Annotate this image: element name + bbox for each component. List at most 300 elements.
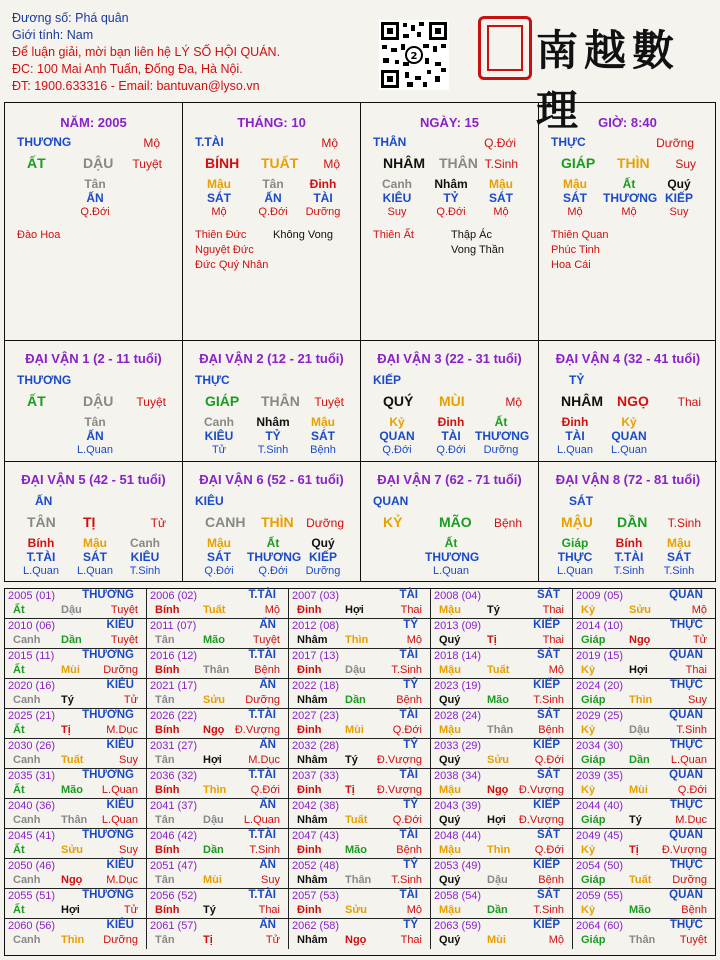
year-label: 2052 (48)	[292, 860, 340, 872]
year-cell	[431, 679, 573, 709]
year-cell	[431, 709, 573, 739]
shensha-item: Đào Hoa	[17, 229, 61, 241]
year-cell	[573, 649, 715, 679]
year-star: KIÊU	[106, 799, 134, 811]
hidden-stem: Canh	[204, 415, 234, 429]
hidden-star: SÁT	[489, 191, 513, 205]
hidden-stage: L.Quan	[432, 565, 470, 577]
year-cell	[431, 919, 573, 949]
year-life-stage: Dưỡng	[103, 934, 138, 946]
dayun-stem: KỶ	[383, 514, 403, 530]
year-cell	[431, 889, 573, 919]
year-star: SÁT	[537, 829, 560, 841]
year-stem: Giáp	[581, 634, 606, 646]
hidden-stem: Mậu	[667, 536, 691, 550]
year-stem: Bính	[155, 664, 180, 676]
year-label: 2062 (58)	[292, 920, 340, 932]
year-stem: Canh	[13, 874, 41, 886]
hidden-star: ẤN	[86, 191, 104, 205]
year-cell	[147, 889, 289, 919]
pillar-stage: Mộ	[321, 136, 338, 150]
year-cell	[147, 619, 289, 649]
year-star: SÁT	[537, 649, 560, 661]
pillar-title: NĂM: 2005	[60, 115, 127, 130]
year-label: 2034 (30)	[576, 740, 624, 752]
brand-title: 南越數理	[536, 26, 681, 135]
year-cell	[147, 679, 289, 709]
year-branch: Tý	[345, 754, 358, 766]
hidden-star: TÀI	[313, 191, 333, 205]
year-cell	[5, 649, 147, 679]
shensha-item: Thập Ác	[451, 229, 492, 241]
pillar-title: THÁNG: 10	[237, 115, 306, 130]
year-stem: Đinh	[297, 904, 322, 916]
dayun-stem: ẤT	[27, 393, 46, 409]
year-branch: Tị	[487, 634, 497, 646]
year-label: 2005 (01)	[8, 590, 56, 602]
year-cell	[147, 739, 289, 769]
hidden-stage: T.Sinh	[257, 444, 289, 456]
hidden-stem: Mậu	[83, 536, 107, 550]
hidden-star: KIÊU	[382, 191, 412, 205]
year-label: 2060 (56)	[8, 920, 56, 932]
pillar-title: NGÀY: 15	[420, 115, 479, 130]
hidden-star: T.TÀI	[614, 550, 644, 564]
hidden-star: QUAN	[611, 429, 647, 443]
year-life-stage: Mộ	[406, 904, 422, 916]
shensha-item: Thiên Quan	[551, 229, 609, 241]
year-star: T.TÀI	[248, 589, 276, 601]
year-life-stage: Bệnh	[538, 874, 564, 886]
year-label: 2017 (13)	[292, 650, 340, 662]
year-branch: Sửu	[487, 754, 510, 766]
pillar-stem: BÍNH	[205, 155, 240, 171]
hidden-stage: Q.Đới	[80, 206, 110, 218]
year-stem: Giáp	[581, 814, 606, 826]
hidden-stage: Mộ	[211, 206, 227, 218]
year-star: TỶ	[403, 799, 418, 811]
dayun-life-stage: Bệnh	[493, 516, 522, 530]
year-star: QUAN	[669, 709, 703, 721]
pillar-0	[5, 103, 183, 341]
year-label: 2009 (05)	[576, 590, 624, 602]
hidden-stem: Canh	[382, 177, 412, 191]
year-cell	[573, 769, 715, 799]
year-cell	[5, 739, 147, 769]
year-life-stage: T.Sinh	[533, 904, 564, 916]
dayun-branch: NGỌ	[617, 393, 649, 409]
year-life-stage: Bệnh	[396, 844, 422, 856]
year-star: THỰC	[669, 619, 703, 631]
hidden-star: SÁT	[83, 550, 107, 564]
year-cell	[573, 679, 715, 709]
dayun-branch: DẦN	[617, 514, 648, 530]
year-stem: Quý	[439, 754, 461, 766]
year-label: 2023 (19)	[434, 680, 482, 692]
hidden-star: THƯƠNG	[247, 550, 302, 564]
year-branch: Tị	[629, 844, 639, 856]
year-branch: Dậu	[629, 724, 650, 736]
year-label: 2022 (18)	[292, 680, 340, 692]
year-life-stage: Đ.Vượng	[661, 844, 707, 856]
gender: Giới tính: Nam	[12, 28, 94, 42]
hidden-stage: T.Sinh	[129, 565, 161, 577]
hidden-stem: Ất	[494, 415, 508, 429]
dayun-star: THƯƠNG	[17, 373, 72, 387]
year-life-stage: T.Sinh	[533, 694, 564, 706]
hidden-star: KIẾP	[664, 191, 693, 205]
hidden-star: ẤN	[86, 429, 104, 443]
year-cell	[289, 709, 431, 739]
year-label: 2048 (44)	[434, 830, 482, 842]
year-label: 2025 (21)	[8, 710, 56, 722]
year-stem: Canh	[13, 634, 41, 646]
year-star: THƯƠNG	[82, 889, 134, 901]
year-star: SÁT	[537, 589, 560, 601]
year-star: THƯƠNG	[82, 589, 134, 601]
year-label: 2063 (59)	[434, 920, 482, 932]
year-life-stage: Suy	[688, 694, 707, 706]
year-star: THỰC	[669, 859, 703, 871]
year-label: 2043 (39)	[434, 800, 482, 812]
year-cell	[573, 709, 715, 739]
year-branch: Sửu	[629, 604, 652, 616]
year-branch: Sửu	[345, 904, 368, 916]
qr-code-icon	[379, 20, 449, 90]
hidden-stage: Dưỡng	[305, 565, 341, 577]
year-life-stage: Dưỡng	[245, 694, 280, 706]
hidden-stage: Q.Đới	[382, 444, 412, 456]
hidden-star: KIẾP	[308, 550, 337, 564]
dayun-star: THỰC	[195, 373, 230, 387]
phone-email: ĐT: 1900.633316 - Email: bantuvan@lyso.vn	[12, 79, 260, 93]
year-branch: Dậu	[487, 874, 508, 886]
pillar-1	[183, 103, 361, 341]
hidden-star: THƯƠNG	[603, 191, 658, 205]
year-cell	[573, 619, 715, 649]
year-label: 2018 (14)	[434, 650, 482, 662]
year-life-stage: Đ.Vượng	[518, 784, 564, 796]
year-label: 2038 (34)	[434, 770, 482, 782]
year-branch: Tuất	[203, 604, 226, 616]
shensha-item: Nguyệt Đức	[195, 244, 254, 256]
year-label: 2054 (50)	[576, 860, 624, 872]
hidden-stage: L.Quan	[22, 565, 60, 577]
pillar-stage: Q.Đới	[484, 136, 516, 150]
year-star: TÀI	[399, 589, 418, 601]
year-life-stage: T.Sinh	[391, 664, 422, 676]
hidden-stage: Suy	[669, 206, 689, 218]
year-label: 2019 (15)	[576, 650, 624, 662]
year-cell	[289, 739, 431, 769]
year-label: 2031 (27)	[150, 740, 198, 752]
year-star: THƯƠNG	[82, 769, 134, 781]
hidden-stem: Tân	[84, 415, 106, 429]
year-label: 2064 (60)	[576, 920, 624, 932]
year-star: THƯƠNG	[82, 649, 134, 661]
year-cell	[5, 829, 147, 859]
hidden-stage: Q.Đới	[436, 444, 466, 456]
year-stem: Canh	[13, 694, 41, 706]
hidden-star: SÁT	[563, 191, 587, 205]
dayun-branch: DẬU	[83, 393, 114, 409]
year-label: 2030 (26)	[8, 740, 56, 752]
year-label: 2033 (29)	[434, 740, 482, 752]
year-stem: Mậu	[439, 844, 461, 856]
dayun-life-stage: Tuyệt	[314, 395, 344, 409]
year-life-stage: L.Quan	[101, 814, 138, 826]
year-label: 2007 (03)	[292, 590, 340, 602]
year-cell	[5, 769, 147, 799]
year-cell	[289, 829, 431, 859]
year-stem: Kỷ	[581, 604, 596, 616]
pillar-star: T.TÀI	[195, 135, 224, 149]
year-branch: Mão	[203, 634, 225, 646]
dayun-life-stage: T.Sinh	[667, 516, 701, 530]
year-cell	[289, 649, 431, 679]
year-cell	[5, 889, 147, 919]
year-branch: Hợi	[345, 604, 364, 616]
year-star: THỰC	[669, 739, 703, 751]
year-label: 2011 (07)	[150, 620, 197, 632]
year-star: TỶ	[403, 919, 418, 931]
dayun-stem: TÂN	[27, 514, 56, 530]
year-stem: Quý	[439, 814, 461, 826]
dayun-7	[361, 462, 539, 581]
year-branch: Tý	[629, 814, 642, 826]
year-life-stage: L.Quan	[243, 814, 280, 826]
year-star: ẤN	[259, 679, 276, 691]
hidden-star: SÁT	[667, 550, 691, 564]
dayun-branch: TỊ	[83, 514, 96, 530]
year-cell	[431, 769, 573, 799]
year-stem: Tân	[155, 694, 175, 706]
year-cell	[573, 859, 715, 889]
year-star: SÁT	[537, 769, 560, 781]
year-life-stage: Tuyệt	[679, 934, 707, 946]
dayun-2	[183, 341, 361, 462]
year-cell	[147, 649, 289, 679]
year-stem: Kỷ	[581, 904, 596, 916]
year-life-stage: Thai	[685, 664, 707, 676]
year-cell	[147, 709, 289, 739]
hidden-star: TỶ	[443, 191, 459, 205]
year-branch: Tị	[203, 934, 213, 946]
dayun-title: ĐẠI VẬN 4 (32 - 41 tuổi)	[555, 351, 701, 366]
hidden-stage: Bệnh	[310, 444, 336, 456]
hidden-stem: Đinh	[437, 415, 465, 429]
year-stem: Kỷ	[581, 724, 596, 736]
hidden-star: KIÊU	[204, 429, 234, 443]
year-label: 2021 (17)	[150, 680, 198, 692]
year-star: THỰC	[669, 919, 703, 931]
dayun-life-stage: Dưỡng	[306, 516, 344, 530]
year-cell	[147, 919, 289, 949]
year-branch: Ngọ	[629, 634, 651, 646]
hidden-stem: Quý	[311, 536, 335, 550]
year-life-stage: Q.Đới	[677, 784, 707, 796]
year-branch: Hợi	[203, 754, 222, 766]
year-stem: Canh	[13, 754, 41, 766]
svg-text:2: 2	[410, 51, 418, 62]
year-star: ẤN	[259, 619, 276, 631]
year-star: TỶ	[403, 739, 418, 751]
year-label: 2012 (08)	[292, 620, 340, 632]
hidden-stage: Q.Đới	[436, 206, 466, 218]
hidden-stage: Dưỡng	[483, 444, 519, 456]
year-branch: Thìn	[487, 844, 511, 856]
hidden-stem: Nhâm	[434, 177, 468, 191]
year-cell	[573, 799, 715, 829]
year-life-stage: Tử	[265, 934, 280, 946]
year-cell	[147, 589, 289, 619]
year-stem: Ất	[13, 784, 25, 796]
year-branch: Mùi	[203, 874, 222, 886]
year-cell	[5, 619, 147, 649]
year-branch: Thân	[203, 664, 230, 676]
pillar-stage: Dưỡng	[656, 136, 694, 150]
dayun-branch: THÌN	[261, 514, 294, 530]
year-life-stage: Thai	[258, 904, 280, 916]
year-label: 2027 (23)	[292, 710, 340, 722]
hidden-star: TÀI	[565, 429, 585, 443]
dayun-title: ĐẠI VẬN 1 (2 - 11 tuổi)	[25, 351, 162, 366]
year-label: 2028 (24)	[434, 710, 482, 722]
year-stem: Kỷ	[581, 844, 596, 856]
pillar-stem: NHÂM	[383, 155, 425, 171]
year-branch: Tý	[487, 604, 500, 616]
year-cell	[573, 829, 715, 859]
year-stem: Tân	[155, 754, 175, 766]
year-stem: Đinh	[297, 724, 322, 736]
header-info	[12, 10, 372, 95]
hidden-stem: Quý	[667, 177, 691, 191]
chart-grid	[4, 102, 716, 582]
hidden-stem: Mậu	[311, 415, 335, 429]
pillar-life-stage: Mộ	[323, 157, 340, 171]
year-cell	[147, 769, 289, 799]
year-stem: Nhâm	[297, 814, 328, 826]
hidden-stem: Bính	[27, 536, 55, 550]
year-stem: Quý	[439, 874, 461, 886]
year-star: SÁT	[537, 709, 560, 721]
year-life-stage: Q.Đới	[392, 814, 422, 826]
year-cell	[289, 799, 431, 829]
year-star: TỶ	[403, 619, 418, 631]
year-star: KIẾP	[533, 799, 560, 811]
year-label: 2036 (32)	[150, 770, 198, 782]
dayun-stem: MẬU	[561, 514, 593, 530]
pillar-life-stage: Suy	[675, 157, 696, 171]
hidden-stage: Mộ	[567, 206, 583, 218]
hidden-stem: Kỷ	[389, 415, 405, 429]
pillar-star: THƯƠNG	[17, 135, 72, 149]
owner-name: Đương số: Phá quân	[12, 11, 129, 25]
year-branch: Dần	[629, 754, 650, 766]
year-life-stage: T.Sinh	[391, 874, 422, 886]
year-branch: Tị	[345, 784, 355, 796]
year-life-stage: Suy	[119, 754, 138, 766]
hidden-stage: Dưỡng	[305, 206, 341, 218]
year-life-stage: Q.Đới	[392, 724, 422, 736]
year-label: 2032 (28)	[292, 740, 340, 752]
year-life-stage: M.Dục	[248, 754, 280, 766]
year-stem: Tân	[155, 874, 175, 886]
year-star: KIẾP	[533, 619, 560, 631]
address: ĐC: 100 Mai Anh Tuấn, Đống Đa, Hà Nội.	[12, 62, 243, 76]
shensha-item: Đức Quý Nhân	[195, 259, 269, 271]
year-star: ẤN	[259, 799, 276, 811]
year-label: 2013 (09)	[434, 620, 482, 632]
dayun-title: ĐẠI VẬN 7 (62 - 71 tuổi)	[377, 472, 522, 487]
year-star: ẤN	[259, 739, 276, 751]
year-branch: Thìn	[61, 934, 85, 946]
year-label: 2010 (06)	[8, 620, 56, 632]
year-label: 2053 (49)	[434, 860, 482, 872]
dayun-life-stage: Tuyệt	[136, 395, 166, 409]
year-branch: Sửu	[203, 694, 226, 706]
year-star: TÀI	[399, 709, 418, 721]
year-stem: Đinh	[297, 784, 322, 796]
pillar-branch: DẬU	[83, 155, 114, 171]
year-cell	[431, 649, 573, 679]
year-life-stage: Mộ	[264, 604, 280, 616]
hidden-stage: L.Quan	[76, 444, 114, 456]
year-label: 2008 (04)	[434, 590, 482, 602]
year-cell	[289, 769, 431, 799]
year-stem: Giáp	[581, 934, 606, 946]
dayun-5	[5, 462, 183, 581]
year-label: 2045 (41)	[8, 830, 56, 842]
year-branch: Tuất	[345, 814, 368, 826]
pillar-3	[539, 103, 716, 341]
year-life-stage: Bệnh	[254, 664, 280, 676]
year-branch: Tý	[61, 694, 74, 706]
year-label: 2016 (12)	[150, 650, 198, 662]
hidden-stage: Q.Đới	[258, 206, 288, 218]
year-stem: Mậu	[439, 784, 461, 796]
year-branch: Mùi	[487, 934, 506, 946]
year-label: 2029 (25)	[576, 710, 624, 722]
year-branch: Tuất	[487, 664, 510, 676]
hidden-stage: Suy	[387, 206, 407, 218]
pillar-branch: THÂN	[439, 155, 478, 171]
year-stem: Quý	[439, 694, 461, 706]
year-life-stage: M.Dục	[675, 814, 707, 826]
hidden-stage: L.Quan	[556, 444, 594, 456]
year-branch: Mão	[487, 694, 509, 706]
year-label: 2024 (20)	[576, 680, 624, 692]
year-stem: Canh	[13, 934, 41, 946]
year-cell	[573, 589, 715, 619]
year-life-stage: L.Quan	[670, 754, 707, 766]
year-life-stage: Đ.Vượng	[234, 724, 280, 736]
year-stem: Mậu	[439, 664, 461, 676]
pillar-star: THỰC	[551, 135, 586, 149]
year-star: THƯƠNG	[82, 709, 134, 721]
year-star: T.TÀI	[248, 649, 276, 661]
hidden-stem: Giáp	[561, 536, 589, 550]
year-stem: Bính	[155, 724, 180, 736]
year-life-stage: Tuyệt	[110, 634, 138, 646]
year-life-stage: Mộ	[548, 934, 564, 946]
year-life-stage: Đ.Vượng	[376, 754, 422, 766]
year-label: 2039 (35)	[576, 770, 624, 782]
shensha-item: Không Vong	[273, 229, 333, 241]
hidden-stem: Kỷ	[621, 415, 637, 429]
hidden-star: KIÊU	[130, 550, 160, 564]
hidden-stage: Mộ	[621, 206, 637, 218]
